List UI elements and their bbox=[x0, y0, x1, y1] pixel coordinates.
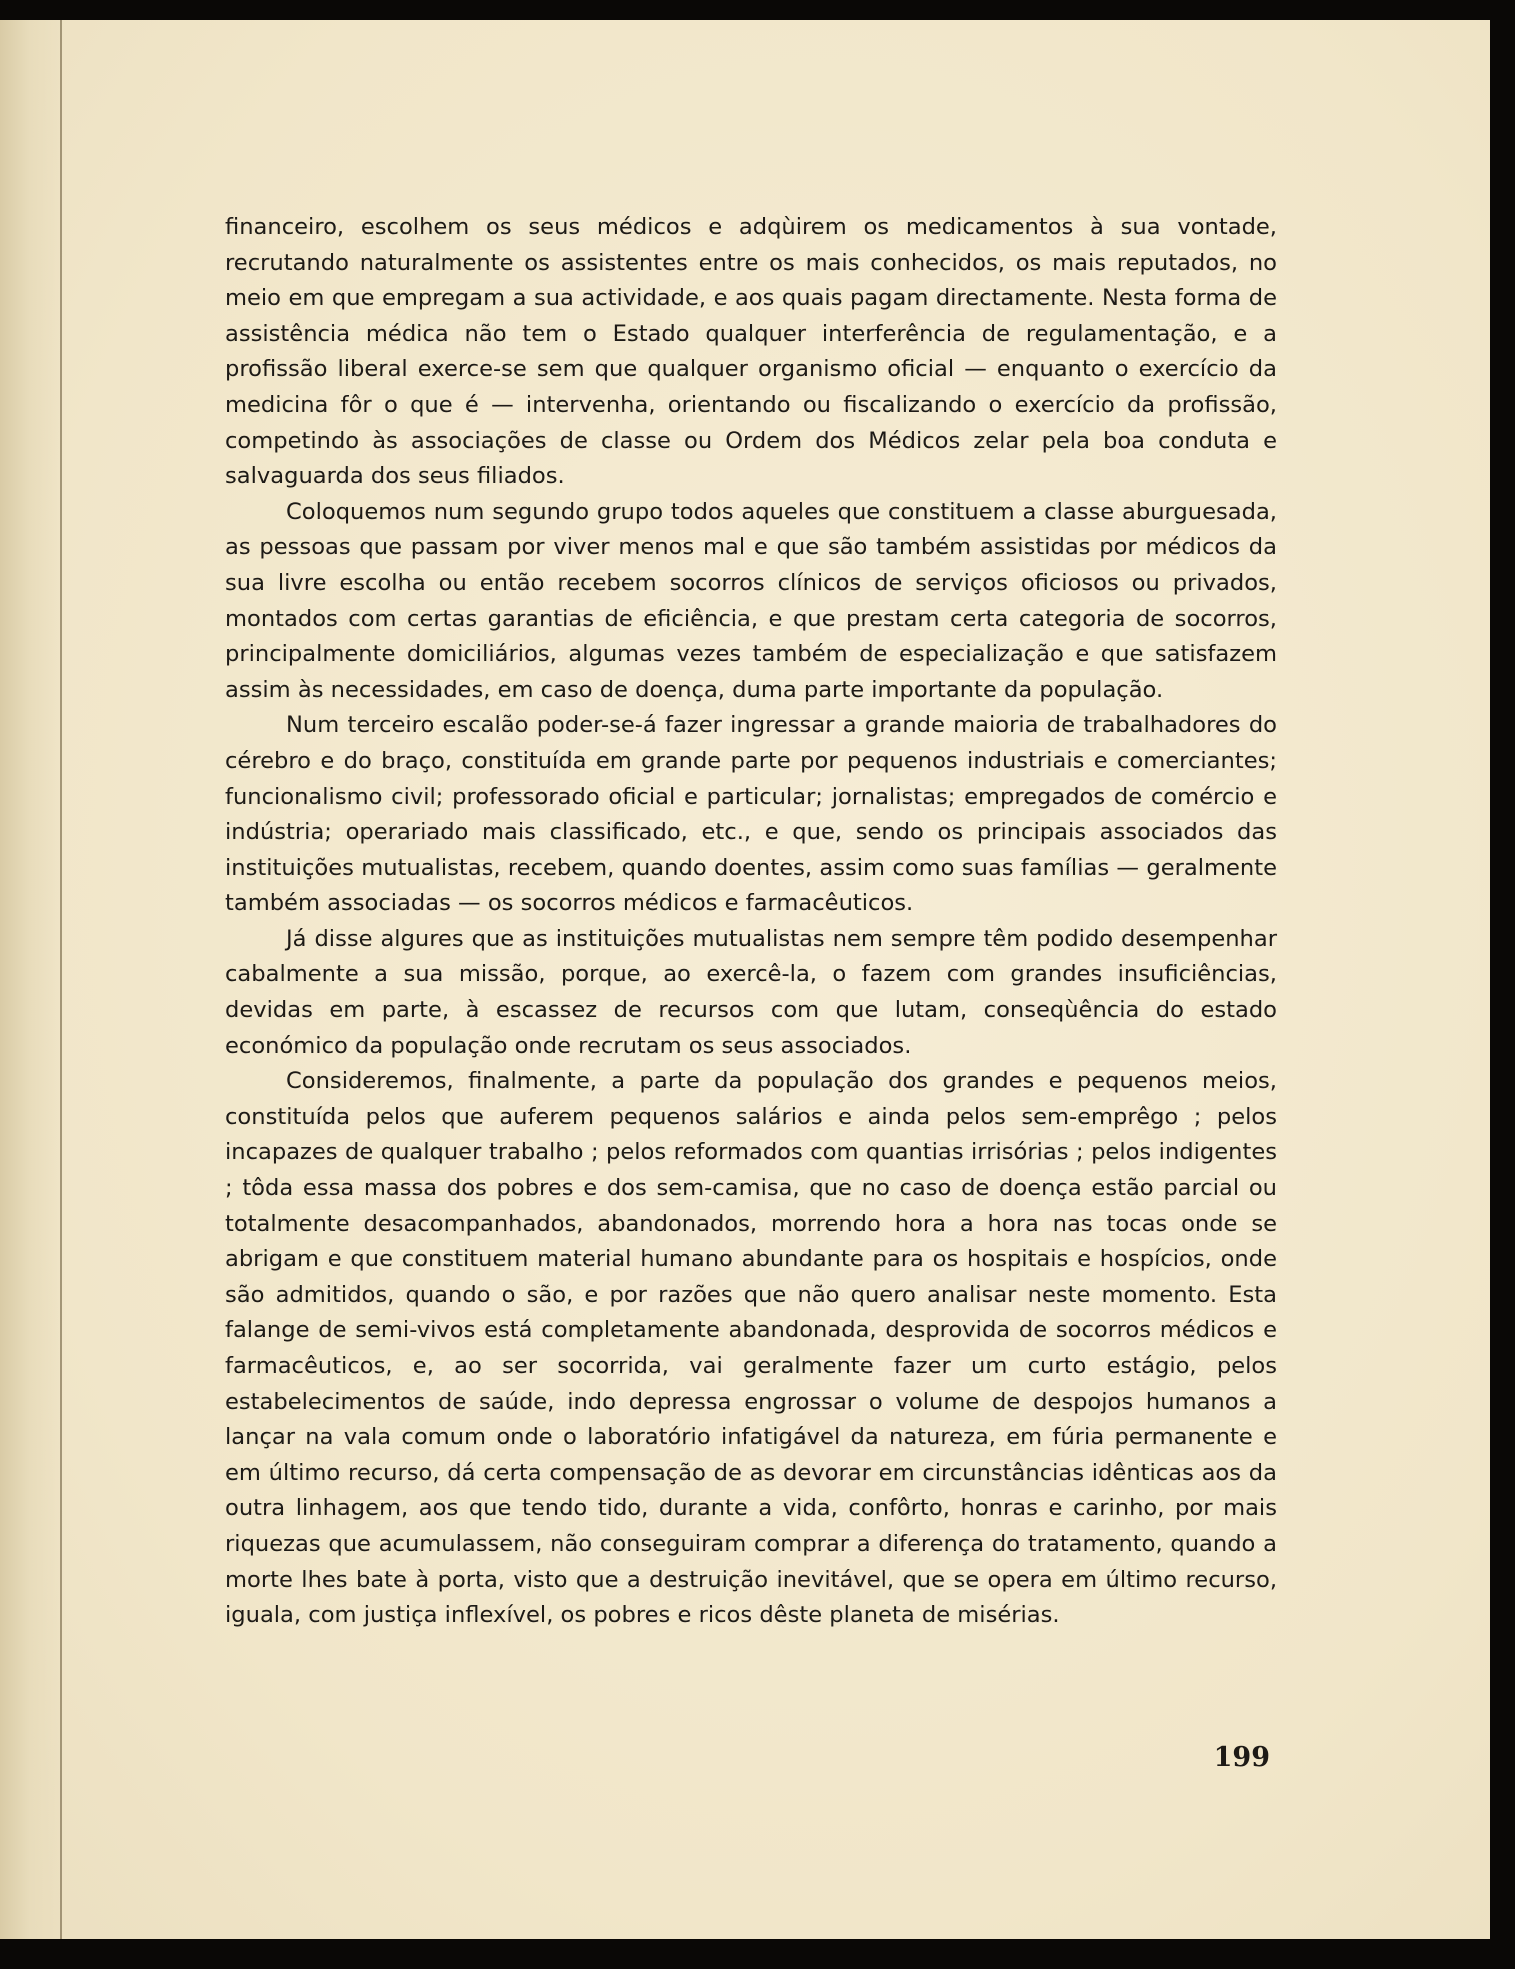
paragraph-2: Coloquemos num segundo grupo todos aqueles que constituem a classe aburguesada, as pessoas que passam por viver menos mal e que são também assistidas por médicos da sua livre escolha ou então recebem socorros clínicos de serviços oficiosos ou privados, montados com certas garantias de eficiência, e que prestam certa categoria de socorros, principalmente domiciliários, algumas vezes também de especialização e que satisfazem assim às necessidades, em caso de doença, duma parte importante da população. bbox=[225, 498, 1277, 703]
paragraph-3: Num terceiro escalão poder-se-á fazer ingressar a grande maioria de trabalhadores do cérebro e do braço, constituída em grande parte por pequenos industriais e comerciantes; funcionalismo civil; professorado oficial e particular; jornalistas; empregados de comércio e indústria; operariado mais classificado, etc., e que, sendo os principais associados das instituições mutualistas, recebem, quando doentes, assim como suas famílias — geralmente também associadas — os socorros médicos e farmacêuticos. bbox=[225, 712, 1277, 917]
body-text bbox=[225, 210, 1277, 1634]
binding-shadow bbox=[0, 20, 66, 1939]
binding-edge bbox=[60, 20, 62, 1939]
book-page bbox=[0, 20, 1490, 1939]
paragraph-1: financeiro, escolhem os seus médicos e adqùirem os medicamentos à sua vontade, recrutando naturalmente os assistentes entre os mais conhecidos, os mais reputados, no meio em que empregam a sua actividade, e aos quais pagam directamente. Nesta forma de assistência médica não tem o Estado qualquer interferência de regulamentação, e a profissão liberal exerce-se sem que qualquer organismo oficial — enquanto o exercício da medicina fôr o que é — intervenha, orientando ou fiscalizando o exercício da profissão, competindo às associações de classe ou Ordem dos Médicos zelar pela boa conduta e salvaguarda dos seus filiados. bbox=[225, 214, 1277, 490]
paragraph-4: Já disse algures que as instituições mutualistas nem sempre têm podido desempenhar cabalmente a sua missão, porque, ao exercê-la, o fazem com grandes insuficiências, devidas em parte, à escassez de recursos com que lutam, conseqùência do estado económico da população onde recrutam os seus associados. bbox=[225, 925, 1277, 1059]
page-number: 199 bbox=[1213, 1742, 1270, 1773]
paragraph-5: Consideremos, finalmente, a parte da população dos grandes e pequenos meios, constituída pelos que auferem pequenos salários e ainda pelos sem-emprêgo ; pelos incapazes de qualquer trabalho ; pelos reformados com quantias irrisórias ; pelos indigentes ; tôda essa massa dos pobres e dos sem-camisa, que no caso de doença estão parcial ou totalmente desacompanhados, abandonados, morrendo hora a hora nas tocas onde se abrigam e que constituem material humano abundante para os hospitais e hospícios, onde são admitidos, quando o são, e por razões que não quero analisar neste momento. Esta falange de semi-vivos está completamente abandonada, desprovida de socorros médicos e farmacêuticos, e, ao ser socorrida, vai geralmente fazer um curto estágio, pelos estabelecimentos de saúde, indo depressa engrossar o volume de despojos humanos a lançar na vala comum onde o laboratório infatigável da natureza, em fúria permanente e em último recurso, dá certa compensação de as devorar em circunstâncias idênticas aos da outra linhagem, aos que tendo tido, durante a vida, confôrto, honras e carinho, por mais riquezas que acumulassem, não conseguiram comprar a diferença do tratamento, quando a morte lhes bate à porta, visto que a destruição inevitável, que se opera em último recurso, iguala, com justiça inflexível, os pobres e ricos dêste planeta de misérias. bbox=[225, 1068, 1277, 1629]
